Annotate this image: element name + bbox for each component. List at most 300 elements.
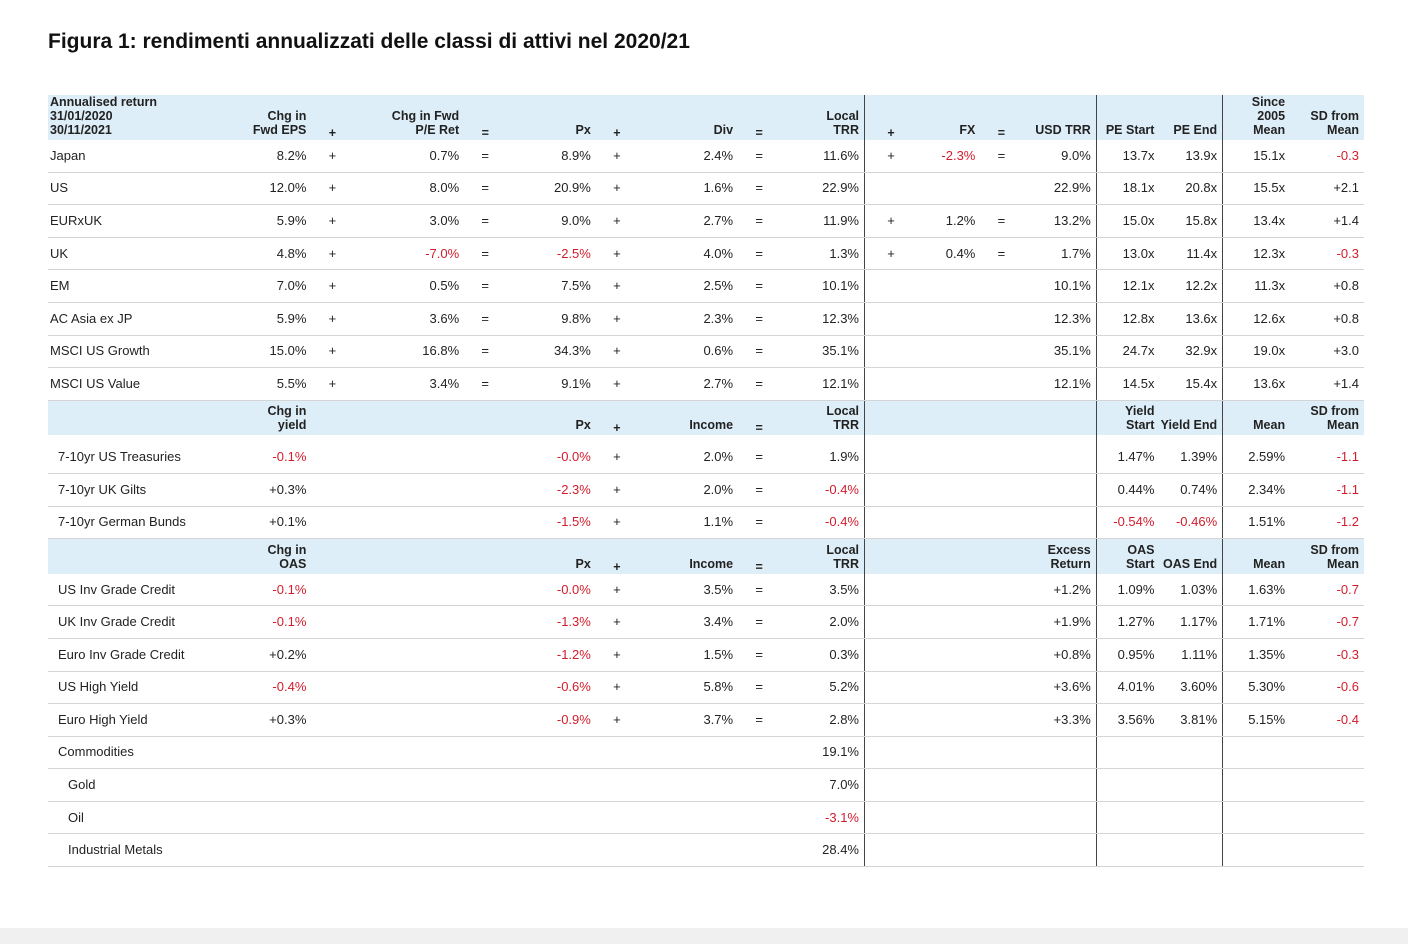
credit-header-row [48,539,1364,574]
table-cell: + [596,335,638,368]
table-cell: = [738,302,780,335]
table-cell: 1.47% [1096,441,1159,473]
table-cell [596,769,638,802]
table-cell: 12.1x [1096,270,1159,303]
table-cell [865,473,918,506]
table-cell: = [738,205,780,238]
table-cell: +3.6% [1023,671,1097,704]
table-cell [1096,736,1159,769]
table-cell [865,638,918,671]
row-label: 7-10yr German Bunds [48,506,196,539]
row-label: UK Inv Grade Credit [48,606,196,639]
row-label: US [48,172,196,205]
table-cell: 13.6x [1159,302,1222,335]
table-cell: 3.6% [354,302,465,335]
equity-row [48,237,1364,270]
table-cell: +0.8% [1023,638,1097,671]
table-cell [311,736,353,769]
header-cell: PE End [1159,95,1222,140]
table-cell: 35.1% [1023,335,1097,368]
table-cell: +2.1 [1290,172,1364,205]
header-cell: + [596,539,638,574]
table-cell [311,606,353,639]
table-cell [917,335,980,368]
table-cell: 7.0% [196,270,312,303]
table-cell [506,834,596,867]
table-cell: 4.0% [638,237,738,270]
table-cell: + [596,140,638,172]
table-cell: + [596,302,638,335]
table-cell [464,506,506,539]
table-cell: 34.3% [506,335,596,368]
header-cell: + [596,95,638,140]
header-cell [311,539,353,574]
table-cell: 10.1% [1023,270,1097,303]
table-cell: + [311,205,353,238]
table-cell: 5.15% [1223,704,1290,737]
row-label: MSCI US Growth [48,335,196,368]
table-cell [980,473,1022,506]
table-cell: = [738,473,780,506]
header-cell: FX [917,95,980,140]
table-cell: 0.5% [354,270,465,303]
table-cell: + [865,205,918,238]
table-cell [1159,801,1222,834]
table-cell: 0.3% [780,638,864,671]
table-cell: -0.6% [506,671,596,704]
table-cell: + [596,368,638,401]
table-cell: 8.0% [354,172,465,205]
header-cell: OAS Start [1096,539,1159,574]
table-cell [917,704,980,737]
table-cell: 1.35% [1223,638,1290,671]
table-cell [865,335,918,368]
table-cell: 2.0% [780,606,864,639]
table-cell: + [596,671,638,704]
table-cell [980,834,1022,867]
table-cell [1223,736,1290,769]
table-cell [917,606,980,639]
row-label: Euro Inv Grade Credit [48,638,196,671]
table-cell [917,368,980,401]
header-cell: Local TRR [780,539,864,574]
table-cell: 13.4x [1223,205,1290,238]
header-cell: = [738,95,780,140]
table-cell: 20.8x [1159,172,1222,205]
table-cell [917,302,980,335]
table-cell [354,473,465,506]
table-cell: 15.0% [196,335,312,368]
table-cell: -2.3% [917,140,980,172]
table-cell: = [464,205,506,238]
table-cell [354,506,465,539]
table-cell [596,736,638,769]
header-cell: Local TRR [780,95,864,140]
table-cell: 1.1% [638,506,738,539]
table-cell [638,801,738,834]
table-cell: 12.8x [1096,302,1159,335]
table-cell [1096,834,1159,867]
header-cell [980,400,1022,435]
table-cell [865,801,918,834]
table-cell [464,574,506,606]
table-cell: -2.3% [506,473,596,506]
table-cell: 24.7x [1096,335,1159,368]
table-cell [1290,736,1364,769]
table-cell: = [738,441,780,473]
table-cell [1223,769,1290,802]
table-cell: 1.09% [1096,574,1159,606]
table-cell: = [738,335,780,368]
table-cell [311,441,353,473]
header-cell: = [738,539,780,574]
table-cell: 11.6% [780,140,864,172]
table-cell: + [596,441,638,473]
row-label: EM [48,270,196,303]
table-cell: 5.8% [638,671,738,704]
table-cell [865,704,918,737]
govt-header-row [48,400,1364,435]
table-cell [464,801,506,834]
table-cell: = [738,368,780,401]
table-cell [917,172,980,205]
table-cell [738,801,780,834]
table-cell [464,441,506,473]
row-label: US Inv Grade Credit [48,574,196,606]
table-cell: 2.5% [638,270,738,303]
table-cell: = [738,574,780,606]
table-cell [1023,473,1097,506]
table-cell: + [596,606,638,639]
row-label: Commodities [48,736,196,769]
table-cell: 13.7x [1096,140,1159,172]
table-cell: -0.54% [1096,506,1159,539]
table-cell [980,736,1022,769]
table-cell: -0.4% [780,473,864,506]
table-cell: 1.6% [638,172,738,205]
equity-row [48,205,1364,238]
table-cell [865,368,918,401]
table-cell: 2.0% [638,473,738,506]
credit-row [48,606,1364,639]
table-cell [1223,834,1290,867]
table-cell [464,834,506,867]
table-cell: 1.5% [638,638,738,671]
table-cell: 0.95% [1096,638,1159,671]
credit-row [48,574,1364,606]
table-cell: -7.0% [354,237,465,270]
table-cell [464,671,506,704]
table-cell: +1.4 [1290,368,1364,401]
table-cell [980,574,1022,606]
equity-header-row [48,95,1364,140]
header-cell [865,400,918,435]
equity-row [48,368,1364,401]
table-cell: 5.9% [196,205,312,238]
table-cell: + [596,172,638,205]
table-cell: 3.81% [1159,704,1222,737]
row-label: US High Yield [48,671,196,704]
table-cell: -0.7 [1290,574,1364,606]
table-cell: 1.03% [1159,574,1222,606]
table-cell: 32.9x [1159,335,1222,368]
table-cell: 9.1% [506,368,596,401]
table-cell [354,704,465,737]
table-cell: 35.1% [780,335,864,368]
table-cell [506,769,596,802]
table-cell [980,368,1022,401]
row-label: AC Asia ex JP [48,302,196,335]
table-cell: 1.2% [917,205,980,238]
table-cell: = [464,237,506,270]
table-cell: -1.2 [1290,506,1364,539]
table-cell: -1.2% [506,638,596,671]
table-cell [980,606,1022,639]
table-cell [1023,834,1097,867]
table-cell: +0.3% [196,473,312,506]
table-cell: -3.1% [780,801,864,834]
table-cell [980,801,1022,834]
table-cell: +1.9% [1023,606,1097,639]
table-cell [196,736,312,769]
header-cell [311,400,353,435]
row-label: Oil [48,801,196,834]
table-cell: +0.3% [196,704,312,737]
table-cell: 2.0% [638,441,738,473]
table-cell [354,801,465,834]
table-cell [917,506,980,539]
table-cell: +0.8 [1290,302,1364,335]
header-cell: = [464,95,506,140]
govt-bond-row [48,506,1364,539]
header-cell: Px [506,400,596,435]
table-cell: 9.0% [506,205,596,238]
header-cell: Excess Return [1023,539,1097,574]
credit-row [48,638,1364,671]
table-cell: 19.0x [1223,335,1290,368]
table-cell: 9.0% [1023,140,1097,172]
header-cell [917,400,980,435]
table-cell [1023,441,1097,473]
table-cell: + [311,172,353,205]
table-cell: +1.2% [1023,574,1097,606]
bottom-scroll-band [0,928,1408,944]
header-cell: Yield Start [1096,400,1159,435]
table-cell: 4.01% [1096,671,1159,704]
table-cell: 1.51% [1223,506,1290,539]
table-cell: 1.27% [1096,606,1159,639]
table-cell [354,574,465,606]
table-cell: 22.9% [780,172,864,205]
table-cell [354,769,465,802]
table-cell: + [596,237,638,270]
table-cell: 7.5% [506,270,596,303]
commodity-row [48,801,1364,834]
table-cell: + [311,237,353,270]
table-cell [311,834,353,867]
table-cell: -0.3 [1290,237,1364,270]
row-label: EURxUK [48,205,196,238]
table-cell: = [738,638,780,671]
table-cell: 15.1x [1223,140,1290,172]
table-cell: 1.71% [1223,606,1290,639]
table-cell: + [311,270,353,303]
table-cell: = [464,368,506,401]
table-cell: 1.11% [1159,638,1222,671]
table-cell [980,671,1022,704]
table-cell [738,834,780,867]
table-cell [354,441,465,473]
header-cell: Px [506,539,596,574]
equity-row [48,270,1364,303]
header-cell: Chg in OAS [196,539,312,574]
table-cell: 15.8x [1159,205,1222,238]
table-cell [917,574,980,606]
header-cell: USD TRR [1023,95,1097,140]
table-cell: = [980,140,1022,172]
table-cell [865,574,918,606]
table-cell [917,801,980,834]
table-cell: -0.9% [506,704,596,737]
header-cell: SD from Mean [1290,400,1364,435]
table-cell [354,736,465,769]
table-cell [865,506,918,539]
header-cell [917,539,980,574]
table-cell [865,270,918,303]
table-cell [506,736,596,769]
header-cell [1023,400,1097,435]
header-cell: OAS End [1159,539,1222,574]
table-cell: -0.46% [1159,506,1222,539]
table-cell: -0.4% [196,671,312,704]
table-cell [1023,736,1097,769]
table-cell [980,302,1022,335]
table-cell: -0.0% [506,574,596,606]
table-cell [738,736,780,769]
table-cell: 2.7% [638,368,738,401]
table-cell [917,473,980,506]
table-cell: +3.3% [1023,704,1097,737]
table-cell: + [865,237,918,270]
table-cell: = [738,237,780,270]
table-cell [917,834,980,867]
table-cell [464,638,506,671]
table-cell: 5.5% [196,368,312,401]
table-cell [1290,769,1364,802]
table-cell: = [980,237,1022,270]
header-cell: Chg in yield [196,400,312,435]
table-cell [1023,801,1097,834]
table-cell: +1.4 [1290,205,1364,238]
table-cell [311,769,353,802]
table-cell: 4.8% [196,237,312,270]
table-cell: = [980,205,1022,238]
table-cell: 3.56% [1096,704,1159,737]
table-cell: 1.39% [1159,441,1222,473]
table-cell: 28.4% [780,834,864,867]
row-label: 7-10yr UK Gilts [48,473,196,506]
table-cell [311,704,353,737]
table-cell: 12.3x [1223,237,1290,270]
table-cell [596,801,638,834]
header-cell [980,539,1022,574]
table-cell [1159,769,1222,802]
table-cell: 19.1% [780,736,864,769]
table-cell [638,834,738,867]
table-cell: +0.1% [196,506,312,539]
table-cell: -1.3% [506,606,596,639]
table-cell: 1.63% [1223,574,1290,606]
table-cell: 3.60% [1159,671,1222,704]
table-cell [196,769,312,802]
header-cell [464,539,506,574]
table-cell: 0.7% [354,140,465,172]
table-cell: 12.1% [1023,368,1097,401]
table-cell: 3.0% [354,205,465,238]
table-cell: 13.0x [1096,237,1159,270]
table-cell: 1.9% [780,441,864,473]
table-cell [1096,769,1159,802]
header-cell: + [596,400,638,435]
table-cell: + [596,506,638,539]
credit-row [48,671,1364,704]
credit-row [48,704,1364,737]
table-cell: 3.7% [638,704,738,737]
table-cell: -1.1 [1290,441,1364,473]
table-cell [917,638,980,671]
table-cell: + [596,704,638,737]
table-cell: 20.9% [506,172,596,205]
table-cell [1159,834,1222,867]
table-cell: 2.59% [1223,441,1290,473]
header-cell [464,400,506,435]
table-cell [865,671,918,704]
table-cell: = [738,704,780,737]
table-cell: +0.8 [1290,270,1364,303]
table-cell: 11.4x [1159,237,1222,270]
table-cell: 2.8% [780,704,864,737]
table-cell [980,506,1022,539]
table-cell: = [738,270,780,303]
header-cell: SD from Mean [1290,539,1364,574]
table-cell [311,671,353,704]
table-cell [917,441,980,473]
header-cell: Since 2005 Mean [1223,95,1290,140]
table-cell: + [865,140,918,172]
table-cell: 3.5% [638,574,738,606]
table-cell: = [464,140,506,172]
table-cell [917,769,980,802]
table-cell: + [311,140,353,172]
table-cell [464,736,506,769]
table-cell [980,441,1022,473]
row-label: UK [48,237,196,270]
table-cell: + [596,638,638,671]
figure-title: Figura 1: rendimenti annualizzati delle classi di attivi nel 2020/21 [48,30,690,53]
header-cell [354,539,465,574]
table-cell: = [464,270,506,303]
table-cell [311,506,353,539]
table-cell [917,736,980,769]
table-cell [1096,801,1159,834]
table-cell [354,638,465,671]
table-cell: 12.6x [1223,302,1290,335]
table-cell [311,473,353,506]
row-label: Japan [48,140,196,172]
table-cell: + [311,302,353,335]
table-cell [1290,801,1364,834]
table-cell: 0.74% [1159,473,1222,506]
